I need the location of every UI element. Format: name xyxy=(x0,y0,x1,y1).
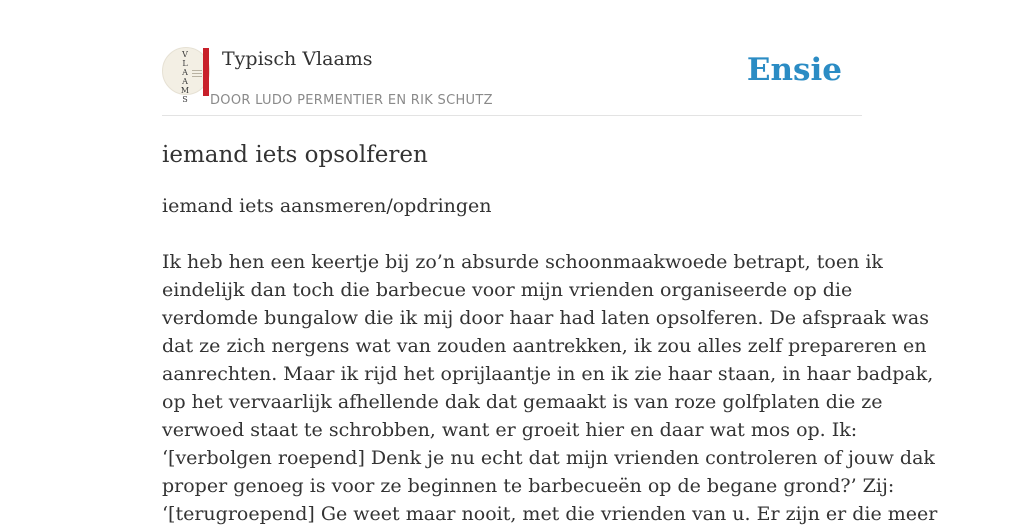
avatar[interactable] xyxy=(162,47,210,104)
example-line: Ik heb hen een keertje bij zo’n absurde schoonmaakwoede betrapt, toen ik xyxy=(162,251,883,273)
example-line: proper genoeg is voor ze beginnen te barbecueën op de begane grond?’ Zij: xyxy=(162,475,895,497)
entry-example xyxy=(162,248,938,528)
blog-authors: DOOR LUDO PERMENTIER EN RIK SCHUTZ xyxy=(210,93,493,108)
example-line: aanrechten. Maar ik rijd het oprijlaantje in en ik zie haar staan, in haar badpak, xyxy=(162,363,934,385)
example-line: ‘[verbolgen roepend] Denk je nu echt dat mijn vrienden controleren of jouw dak xyxy=(162,447,935,469)
header xyxy=(162,46,862,116)
avatar-cover-lines xyxy=(192,70,202,79)
avatar-cover-stripe xyxy=(203,48,209,96)
example-line: op het vervaarlijk afhellende dak dat gemaakt is van roze golfplaten die ze xyxy=(162,391,883,413)
avatar-cover-art: V L A A M S xyxy=(180,50,190,104)
example-line: ‘[terugroepend] Ge weet maar nooit, met die vrienden van u. Er zijn er die meer xyxy=(162,503,938,525)
ensie-logo[interactable]: Ensie xyxy=(746,52,842,88)
entry-definition: iemand iets aansmeren/opdringen xyxy=(162,195,492,217)
example-line: dat ze zich nergens wat van zouden aantrekken, ik zou alles zelf prepareren en xyxy=(162,335,927,357)
blog-title[interactable]: Typisch Vlaams xyxy=(222,48,373,70)
example-line: eindelijk dan toch die barbecue voor mijn vrienden organiseerde op die xyxy=(162,279,853,301)
entry-title: iemand iets opsolferen xyxy=(162,142,428,168)
example-line: verwoed staat te schrobben, want er groeit hier en daar wat mos op. Ik: xyxy=(162,419,858,441)
example-line: verdomde bungalow die ik mij door haar had laten opsolferen. De afspraak was xyxy=(162,307,929,329)
